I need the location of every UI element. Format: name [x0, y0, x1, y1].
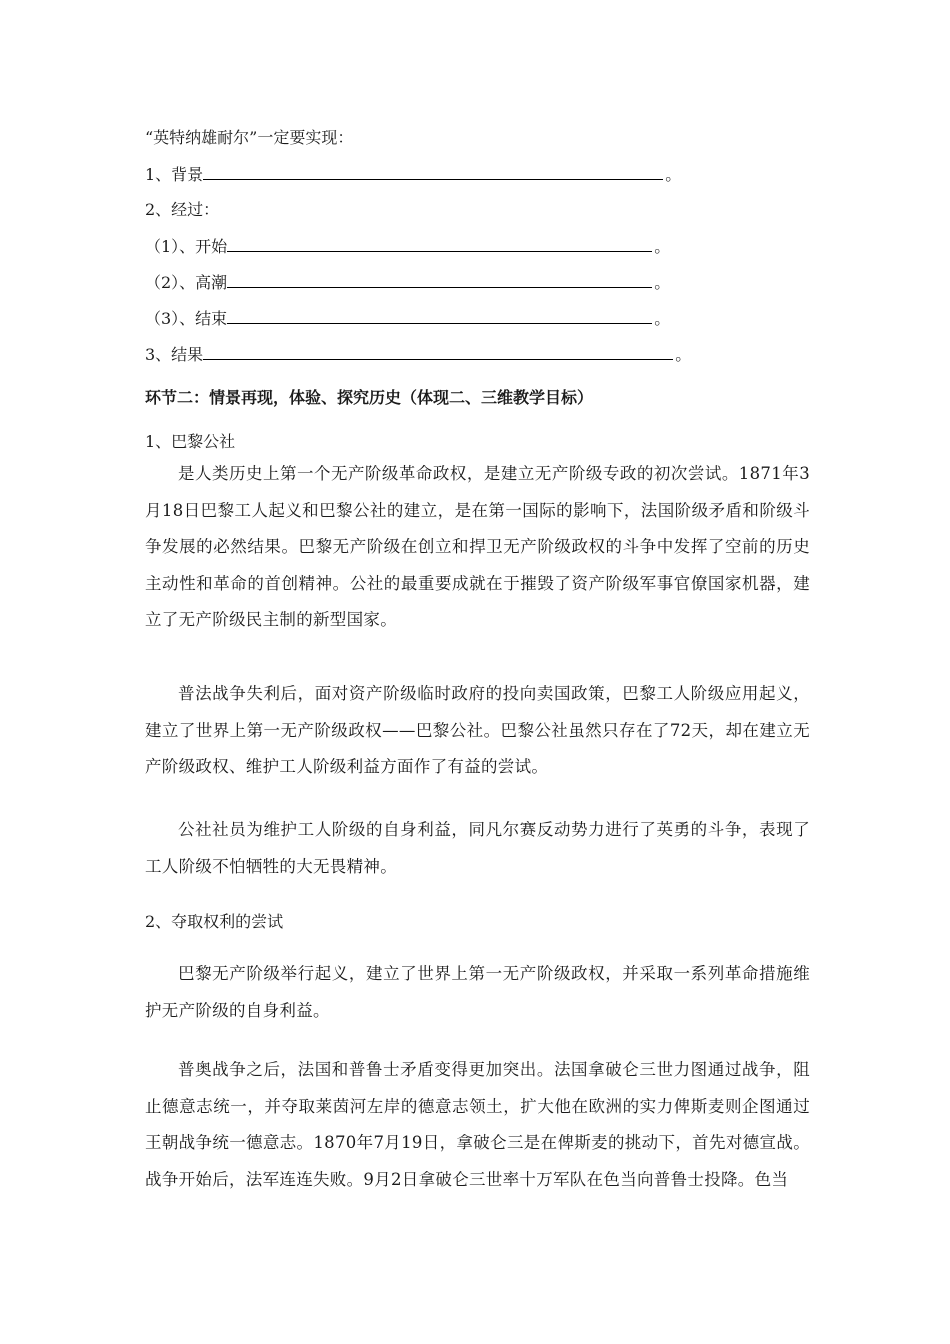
climax-label: （2）、高潮 [145, 273, 228, 292]
climax-line [145, 272, 670, 293]
section-heading: 环节二：情景再现，体验、探究历史（体现二、三维教学目标） [145, 388, 594, 407]
commune-paragraph-3: 公社社员为维护工人阶级的自身利益，同凡尔赛反动势力进行了英勇的斗争，表现了工人阶级不怕牺牲的大无畏精神。 [145, 820, 810, 876]
end-line [145, 308, 670, 329]
result-line [145, 344, 691, 365]
attempt-paragraph-1: 巴黎无产阶级举行起义，建立了世界上第一无产阶级政权，并采取一系列革命措施维护无产阶级的自身利益。 [145, 964, 810, 1020]
commune-paragraph-2: 普法战争失利后，面对资产阶级临时政府的投向卖国政策，巴黎工人阶级应用起义，建立了世界上第一无产阶级政权——巴黎公社。巴黎公社虽然只存在了72天，却在建立无产阶级政权、维护工人阶级利益方面作了有益的尝试。 [145, 684, 810, 776]
end-blank[interactable] [227, 308, 652, 324]
end-period: 。 [654, 309, 671, 328]
start-period: 。 [654, 237, 671, 256]
climax-period: 。 [654, 273, 671, 292]
attempt-paragraph-2: 普奥战争之后，法国和普鲁士矛盾变得更加突出。法国拿破仑三世力图通过战争，阻止德意志统一，并夺取莱茵河左岸的德意志领土，扩大他在欧洲的实力俾斯麦则企图通过王朝战争统一德意志。1870年7月19日，拿破仑三是在俾斯麦的挑动下，首先对德宣战。战争开始后，法军连连失败。9月2日拿破仑三世率十万军队在色当向普鲁士投降。色当 [145, 1060, 810, 1189]
background-period: 。 [665, 165, 682, 184]
end-label: （3）、结束 [145, 309, 228, 328]
background-line [145, 164, 681, 185]
result-period: 。 [675, 345, 692, 364]
commune-paragraph-1: 是人类历史上第一个无产阶级革命政权，是建立无产阶级专政的初次尝试。1871年3月18日巴黎工人起义和巴黎公社的建立，是在第一国际的影响下，法国阶级矛盾和阶级斗争发展的必然结果。巴黎无产阶级在创立和捍卫无产阶级政权的斗争中发挥了空前的历史主动性和革命的首创精神。公社的最重要成就在于摧毁了资产阶级军事官僚国家机器，建立了无产阶级民主制的新型国家。 [145, 464, 810, 629]
background-blank[interactable] [203, 164, 663, 180]
result-blank[interactable] [203, 344, 673, 360]
climax-blank[interactable] [227, 272, 652, 288]
result-label: 3、结果 [145, 345, 204, 364]
attempt-title: 2、夺取权利的尝试 [145, 912, 284, 931]
process-label: 2、经过： [145, 200, 220, 219]
intro-line: “英特纳雄耐尔”一定要实现： [145, 128, 354, 147]
commune-title: 1、巴黎公社 [145, 432, 236, 451]
start-blank[interactable] [227, 236, 652, 252]
background-label: 1、背景 [145, 165, 204, 184]
start-label: （1）、开始 [145, 237, 228, 256]
start-line [145, 236, 670, 257]
